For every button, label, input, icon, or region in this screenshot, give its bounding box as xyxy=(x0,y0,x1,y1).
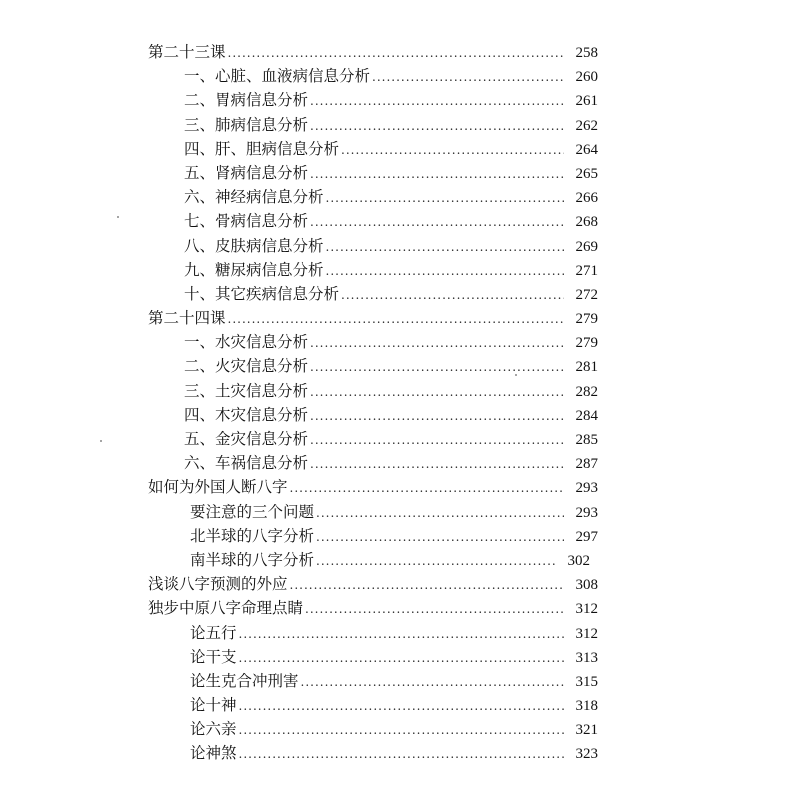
toc-section-entry[interactable] xyxy=(148,548,598,572)
toc-entry-page-number: 264 xyxy=(575,141,598,158)
toc-entry-title: 北半球的八字分析 xyxy=(190,526,315,545)
toc-entry-title: 浅谈八字预测的外应 xyxy=(148,575,288,594)
toc-entry-title: 论五行 xyxy=(190,623,237,642)
toc-entry-page-number: 287 xyxy=(575,456,598,473)
toc-section-entry[interactable] xyxy=(148,161,598,185)
toc-section-entry[interactable] xyxy=(148,185,598,209)
dot-leader xyxy=(310,161,564,186)
toc-entry-page-number: 258 xyxy=(575,45,598,61)
dot-leader xyxy=(239,621,564,646)
toc-section-entry[interactable] xyxy=(148,282,598,306)
dot-leader xyxy=(310,427,564,452)
toc-entry-page-number: 279 xyxy=(575,335,598,352)
toc-entry-title: 十、其它疾病信息分析 xyxy=(184,284,340,303)
toc-entry-page-number: 318 xyxy=(575,698,598,715)
dot-leader xyxy=(326,234,564,259)
dot-leader xyxy=(310,113,564,138)
toc-entry-page-number: 269 xyxy=(575,238,598,255)
scan-speck xyxy=(100,440,102,442)
dot-leader xyxy=(239,741,564,766)
toc-entry-page-number: 261 xyxy=(575,93,598,110)
dot-leader xyxy=(316,500,564,525)
toc-section-entry[interactable] xyxy=(148,717,598,741)
dot-leader xyxy=(290,572,564,597)
toc-entry-page-number: 293 xyxy=(575,504,598,521)
toc-section-entry[interactable] xyxy=(148,258,598,282)
toc-entry-title: 三、肺病信息分析 xyxy=(184,115,309,134)
toc-entry-page-number: 265 xyxy=(575,165,598,182)
toc-section-entry[interactable] xyxy=(148,645,598,669)
toc-section-entry[interactable] xyxy=(148,88,598,112)
dot-leader xyxy=(316,548,556,573)
toc-entry-title: 四、木灾信息分析 xyxy=(184,405,309,424)
toc-entry-title: 六、车祸信息分析 xyxy=(184,454,309,473)
scan-speck xyxy=(117,216,119,218)
toc-entry-title: 二、火灾信息分析 xyxy=(184,357,309,376)
dot-leader xyxy=(228,306,564,331)
toc-entry-title: 论干支 xyxy=(190,647,237,666)
toc-entry-page-number: 284 xyxy=(575,407,598,424)
toc-entry-title: 二、胃病信息分析 xyxy=(184,91,309,110)
toc-entry-title: 一、水灾信息分析 xyxy=(184,333,309,352)
toc-chapter-entry[interactable] xyxy=(148,40,598,64)
toc-entry-page-number: 315 xyxy=(575,673,598,690)
toc-entry-title: 论神煞 xyxy=(190,744,237,763)
dot-leader xyxy=(310,209,564,234)
toc-entry-title: 三、土灾信息分析 xyxy=(184,381,309,400)
toc-chapter-entry[interactable] xyxy=(148,475,598,499)
toc-entry-title: 九、糖尿病信息分析 xyxy=(184,260,324,279)
dot-leader xyxy=(290,475,564,500)
toc-section-entry[interactable] xyxy=(148,379,598,403)
dot-leader xyxy=(301,669,564,694)
toc-entry-page-number: 302 xyxy=(567,552,591,569)
toc-entry-page-number: 312 xyxy=(575,625,598,642)
toc-entry-title: 独步中原八字命理点睛 xyxy=(148,599,304,618)
toc-entry-title: 五、金灾信息分析 xyxy=(184,430,309,448)
dot-leader xyxy=(228,40,564,65)
dot-leader xyxy=(310,403,564,428)
dot-leader xyxy=(316,524,564,549)
toc-section-entry[interactable] xyxy=(148,621,598,645)
dot-leader xyxy=(239,717,564,742)
dot-leader xyxy=(326,258,564,283)
dot-leader xyxy=(305,596,564,621)
dot-leader xyxy=(310,88,564,113)
toc-entry-title: 五、肾病信息分析 xyxy=(184,163,309,182)
toc-entry-title: 八、皮肤病信息分析 xyxy=(184,236,324,255)
dot-leader xyxy=(341,282,564,307)
toc-entry-title: 一、心脏、血液病信息分析 xyxy=(184,67,371,86)
toc-section-entry[interactable] xyxy=(148,113,598,137)
table-of-contents xyxy=(148,40,598,766)
dot-leader xyxy=(372,64,564,89)
dot-leader xyxy=(326,185,564,210)
toc-entry-title: 论生克合冲刑害 xyxy=(190,671,299,690)
toc-entry-title: 第二十四课 xyxy=(148,309,226,328)
toc-chapter-entry[interactable] xyxy=(148,596,598,620)
toc-entry-page-number: 313 xyxy=(575,649,598,666)
toc-entry-page-number: 271 xyxy=(575,262,598,279)
scan-speck xyxy=(515,374,517,376)
toc-section-entry[interactable] xyxy=(148,669,598,693)
toc-section-entry[interactable] xyxy=(148,427,598,451)
toc-entry-page-number: 268 xyxy=(575,214,598,231)
toc-section-entry[interactable] xyxy=(148,524,598,548)
toc-entry-page-number: 312 xyxy=(575,601,598,618)
toc-entry-title: 四、肝、胆病信息分析 xyxy=(184,139,340,158)
toc-section-entry[interactable] xyxy=(148,741,598,765)
toc-entry-page-number: 281 xyxy=(575,359,598,376)
toc-entry-page-number: 266 xyxy=(575,190,598,207)
toc-section-entry[interactable] xyxy=(148,354,598,378)
toc-entry-title: 七、骨病信息分析 xyxy=(184,212,309,231)
toc-section-entry[interactable] xyxy=(148,403,598,427)
dot-leader xyxy=(310,354,564,379)
dot-leader xyxy=(239,645,564,670)
toc-entry-page-number: 260 xyxy=(575,69,598,86)
toc-entry-page-number: 308 xyxy=(575,577,598,594)
toc-entry-title: 论十神 xyxy=(190,696,237,715)
toc-entry-page-number: 285 xyxy=(575,432,598,448)
toc-entry-page-number: 321 xyxy=(575,722,598,739)
dot-leader xyxy=(310,451,564,476)
toc-entry-title: 南半球的八字分析 xyxy=(190,550,315,569)
toc-chapter-entry[interactable] xyxy=(148,572,598,596)
toc-section-entry[interactable] xyxy=(148,64,598,88)
toc-section-entry[interactable] xyxy=(148,500,598,524)
toc-entry-page-number: 279 xyxy=(575,311,598,328)
toc-section-entry[interactable] xyxy=(148,330,598,354)
toc-chapter-entry[interactable] xyxy=(148,306,598,330)
toc-entry-page-number: 323 xyxy=(575,746,598,763)
toc-section-entry[interactable] xyxy=(148,451,598,475)
toc-entry-page-number: 293 xyxy=(575,480,598,497)
toc-entry-page-number: 282 xyxy=(575,383,598,400)
dot-leader xyxy=(239,693,564,718)
dot-leader xyxy=(310,330,564,355)
dot-leader xyxy=(341,137,564,162)
toc-entry-title: 六、神经病信息分析 xyxy=(184,188,324,207)
toc-entry-title: 如何为外国人断八字 xyxy=(148,478,288,497)
toc-entry-title: 要注意的三个问题 xyxy=(190,502,315,521)
toc-section-entry[interactable] xyxy=(148,137,598,161)
toc-entry-page-number: 262 xyxy=(575,117,598,134)
dot-leader xyxy=(310,379,564,404)
toc-section-entry[interactable] xyxy=(148,234,598,258)
toc-entry-title: 论六亲 xyxy=(190,720,237,739)
toc-section-entry[interactable] xyxy=(148,209,598,233)
toc-section-entry[interactable] xyxy=(148,693,598,717)
toc-entry-title: 第二十三课 xyxy=(148,43,226,61)
toc-entry-page-number: 297 xyxy=(575,528,598,545)
toc-entry-page-number: 272 xyxy=(575,286,598,303)
